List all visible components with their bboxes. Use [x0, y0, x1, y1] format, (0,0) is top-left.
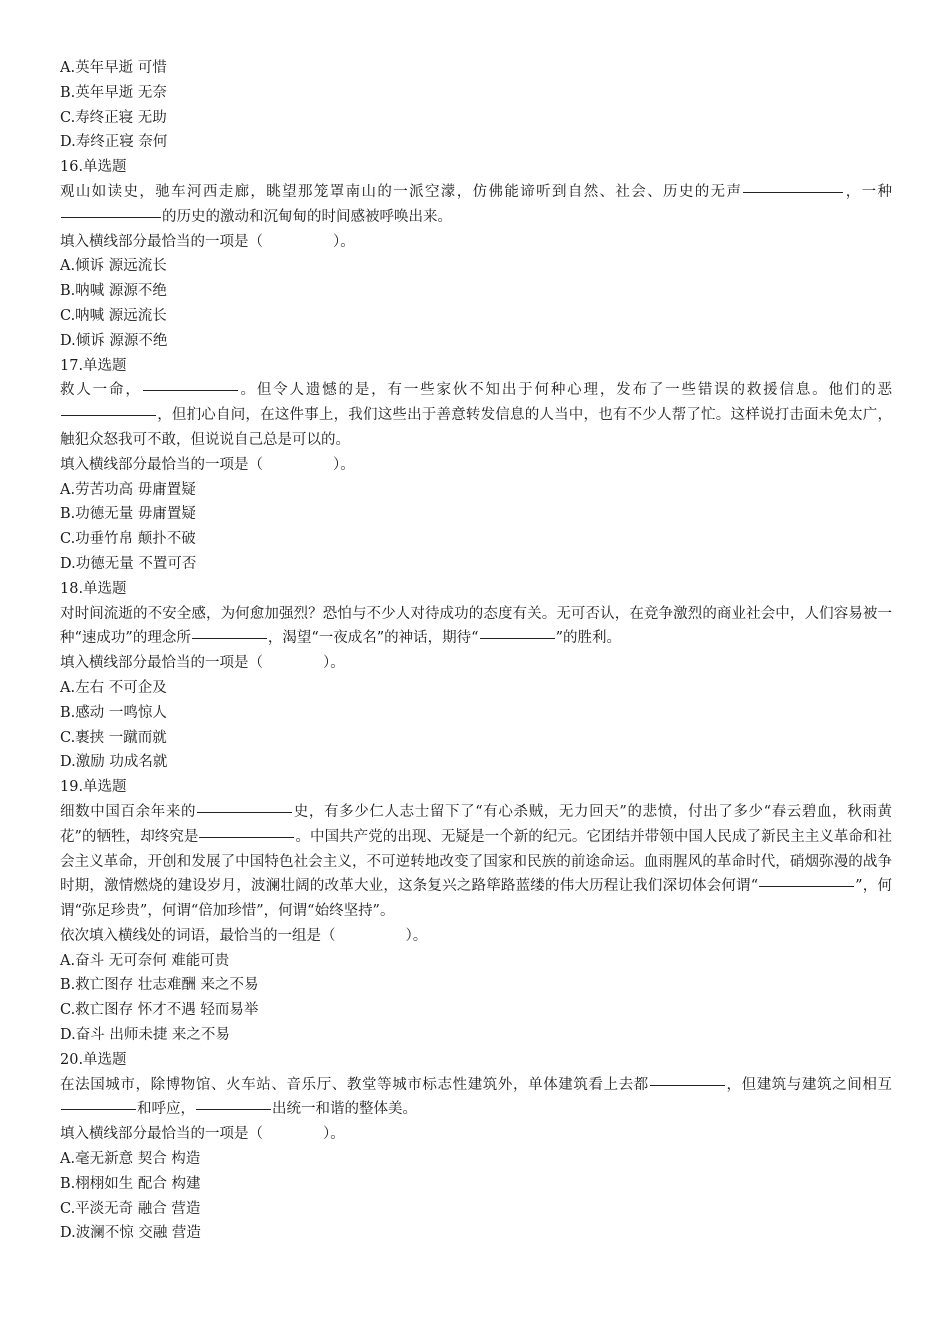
option-a: A.倾诉 源远流长: [60, 258, 167, 275]
question-stem: 对时间流逝的不安全感，为何愈加强烈？恐怕与不少人对待成功的态度有关。无可否认，在竞争激烈的商业社会中，人们容易被一种“速成功”的理念所 ，渴望“一夜成名”的神话，期待“ ”的胜利。: [60, 605, 892, 647]
question-16: [60, 155, 892, 353]
option-d: D.寿终正寝 奈何: [60, 134, 168, 151]
question-heading: 20.单选题: [60, 1051, 127, 1068]
blank: [192, 637, 267, 639]
question-17: [60, 354, 892, 577]
option-b: B.救亡图存 壮志难酬 来之不易: [60, 977, 259, 994]
option-a: A.英年早逝 可惜: [60, 60, 167, 76]
exam-content: [60, 56, 892, 1246]
option-b: B.英年早逝 无奈: [60, 84, 167, 101]
question-prompt: 填入横线部分最恰当的一项是（ ）。: [60, 233, 355, 250]
blank: [480, 637, 555, 639]
question-prompt: 填入横线部分最恰当的一项是（ ）。: [60, 655, 345, 672]
blank: [196, 1108, 271, 1110]
option-d: D.波澜不惊 交融 营造: [60, 1225, 201, 1242]
question-heading: 16.单选题: [60, 159, 127, 176]
blank: [61, 1108, 136, 1110]
blank: [759, 885, 854, 887]
option-d: D.奋斗 出师未捷 来之不易: [60, 1027, 230, 1044]
question-heading: 18.单选题: [60, 580, 127, 597]
option-c: C.寿终正寝 无助: [60, 109, 167, 126]
question-prompt: 填入横线部分最恰当的一项是（ ）。: [60, 456, 355, 473]
option-c: C.呐喊 源远流长: [60, 307, 167, 324]
option-a: A.毫无新意 契合 构造: [60, 1151, 201, 1168]
blank: [197, 811, 292, 813]
option-b: B.栩栩如生 配合 构建: [60, 1175, 201, 1192]
blank: [61, 414, 156, 416]
blank: [143, 389, 238, 391]
option-a: A.奋斗 无可奈何 难能可贵: [60, 952, 230, 969]
option-c: C.功垂竹帛 颠扑不破: [60, 531, 196, 548]
question-18: [60, 577, 892, 775]
option-d: D.倾诉 源源不绝: [60, 332, 168, 349]
question-20: [60, 1048, 892, 1246]
q15-options: [60, 56, 892, 155]
option-a: A.劳苦功高 毋庸置疑: [60, 481, 196, 498]
option-c: C.平淡无奇 融合 营造: [60, 1200, 201, 1217]
blank: [199, 836, 294, 838]
question-heading: 19.单选题: [60, 779, 127, 796]
question-stem: 救人一命， 。但令人遗憾的是，有一些家伙不知出于何种心理，发布了一些错误的救援信息。他们的恶，但扪心自问，在这件事上，我们这些出于善意转发信息的人当中，也有不少人帮了忙。这样说打击面未免太广，触犯众怒我可不敢，但说说自己总是可以的。: [60, 382, 893, 448]
blank: [61, 216, 161, 218]
question-stem: 细数中国百余年来的 史，有多少仁人志士留下了“有心杀贼，无力回天”的悲愤，付出了多少“春云碧血，秋雨黄花”的牺牲，却终究是 。中国共产党的出现、无疑是一个新的纪元。它团结并带领中国人民成了新民主主义革命和社会主义革命，开创和发展了中国特色社会主义，不可逆转地改变了国家和民族的前途命运。血雨腥风的革命时代，硝烟弥漫的战争时期，激情燃烧的建设岁月，波澜壮阔的改革大业，这条复兴之路筚路蓝缕的伟大历程让我们深切体会何谓“ ”，何谓“弥足珍贵”，何谓“倍加珍惜”，何谓“始终坚持”。: [60, 803, 892, 920]
blank: [650, 1084, 725, 1086]
question-19: [60, 775, 892, 1048]
option-c: C.裹挟 一蹴而就: [60, 729, 167, 746]
option-a: A.左右 不可企及: [60, 679, 167, 696]
question-prompt: 填入横线部分最恰当的一项是（ ）。: [60, 1126, 345, 1143]
blank: [743, 191, 843, 193]
option-d: D.激励 功成名就: [60, 754, 168, 771]
option-c: C.救亡图存 怀才不遇 轻而易举: [60, 1002, 259, 1019]
question-stem: 观山如读史，驰车河西走廊，眺望那笼罩南山的一派空濛，仿佛能谛听到自然、社会、历史的无声 ，一种的历史的激动和沉甸甸的时间感被呼唤出来。: [60, 183, 892, 225]
question-prompt: 依次填入横线处的词语，最恰当的一组是（ ）。: [60, 927, 428, 944]
question-heading: 17.单选题: [60, 357, 127, 374]
question-stem: 在法国城市，除博物馆、火车站、音乐厅、教堂等城市标志性建筑外，单体建筑看上去都 ，但建筑与建筑之间相互和呼应， 出统一和谐的整体美。: [60, 1076, 893, 1118]
option-b: B.呐喊 源源不绝: [60, 283, 167, 300]
option-b: B.功德无量 毋庸置疑: [60, 506, 196, 523]
option-b: B.感动 一鸣惊人: [60, 704, 167, 721]
option-d: D.功德无量 不置可否: [60, 555, 197, 572]
